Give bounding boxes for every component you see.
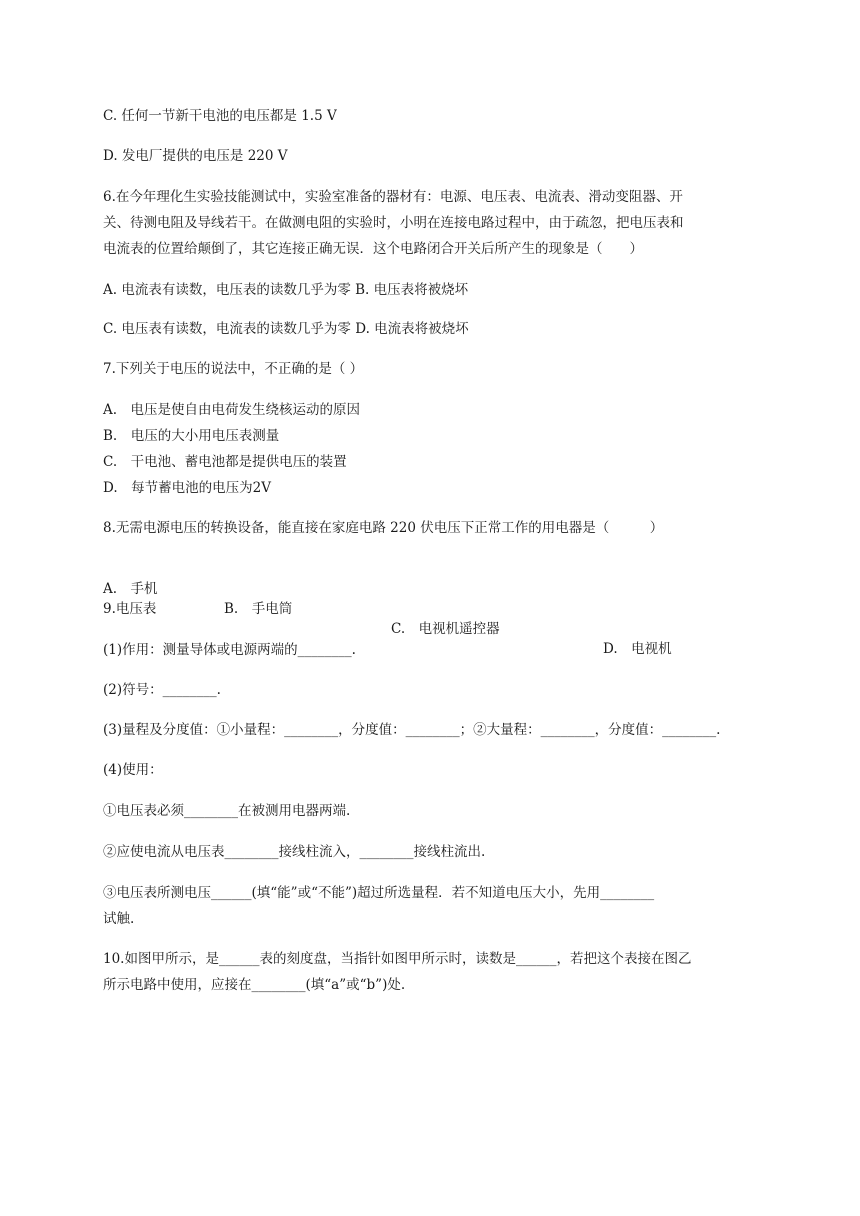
q5-option-c: C. 任何一节新干电池的电压都是 1.5 V [103, 108, 337, 124]
q7-stem: 7.下列关于电压的说法中，不正确的是（ ） [103, 361, 364, 377]
q10-line-2: 所示电路中使用，应接在________(填“a”或“b”)处. [103, 977, 406, 993]
q8-option-c: C. 电视机遥控器 [391, 621, 500, 637]
q6-stem-line-1: 6.在今年理化生实验技能测试中，实验室准备的器材有：电源、电压表、电流表、滑动变阻器、开 [103, 189, 683, 205]
q6-options-line-2: C. 电压表有读数，电流表的读数几乎为零 D. 电流表将被烧坏 [103, 321, 469, 337]
q9-use-3-line-1: ③电压表所测电压______(填“能”或“不能”)超过所选量程．若不知道电压大小，先用________ [103, 885, 655, 901]
q10-line-1: 10.如图甲所示，是______表的刻度盘，当指针如图甲所示时，读数是______，若把这个表接在图乙 [103, 951, 692, 967]
q6-stem-line-3: 电流表的位置给颠倒了，其它连接正确无误．这个电路闭合开关后所产生的现象是（ ） [103, 241, 643, 257]
q7-option-a: A. 电压是使自由电荷发生绕核运动的原因 [103, 402, 361, 418]
q9-part-3: (3)量程及分度值：①小量程：________，分度值：________；②大量程：________，分度值：________. [103, 722, 721, 738]
q8-option-a: A. 手机 [103, 581, 158, 597]
q8-option-b: B. 手电筒 [224, 601, 293, 617]
q9-part-2: (2)符号：________. [103, 682, 221, 698]
q7-option-b: B. 电压的大小用电压表测量 [103, 428, 280, 444]
q9-stem: 9.电压表 [103, 601, 157, 617]
q9-use-1: ①电压表必须________在被测用电器两端. [103, 803, 351, 819]
q8-options-row [103, 559, 760, 679]
q9-use-3-line-2: 试触. [103, 911, 135, 927]
q7-option-c: C. 干电池、蓄电池都是提供电压的装置 [103, 454, 347, 470]
q7-option-d: D. 每节蓄电池的电压为2V [103, 480, 271, 496]
q9-part-4: (4)使用： [103, 762, 163, 778]
q6-stem-line-2: 关、待测电阻及导线若干。在做测电阻的实验时，小明在连接电路过程中，由于疏忽，把电压表和 [103, 215, 684, 231]
q6-options-line-1: A. 电流表有读数，电压表的读数几乎为零 B. 电压表将被烧坏 [103, 282, 469, 298]
q8-stem: 8.无需电源电压的转换设备，能直接在家庭电路 220 伏电压下正常工作的用电器是（ ） [103, 520, 664, 536]
q5-option-d: D. 发电厂提供的电压是 220 V [103, 148, 288, 164]
q9-use-2: ②应使电流从电压表________接线柱流入，________接线柱流出. [103, 844, 486, 860]
q8-option-d: D. 电视机 [603, 641, 672, 657]
q9-part-1: (1)作用：测量导体或电源两端的________. [103, 642, 356, 658]
